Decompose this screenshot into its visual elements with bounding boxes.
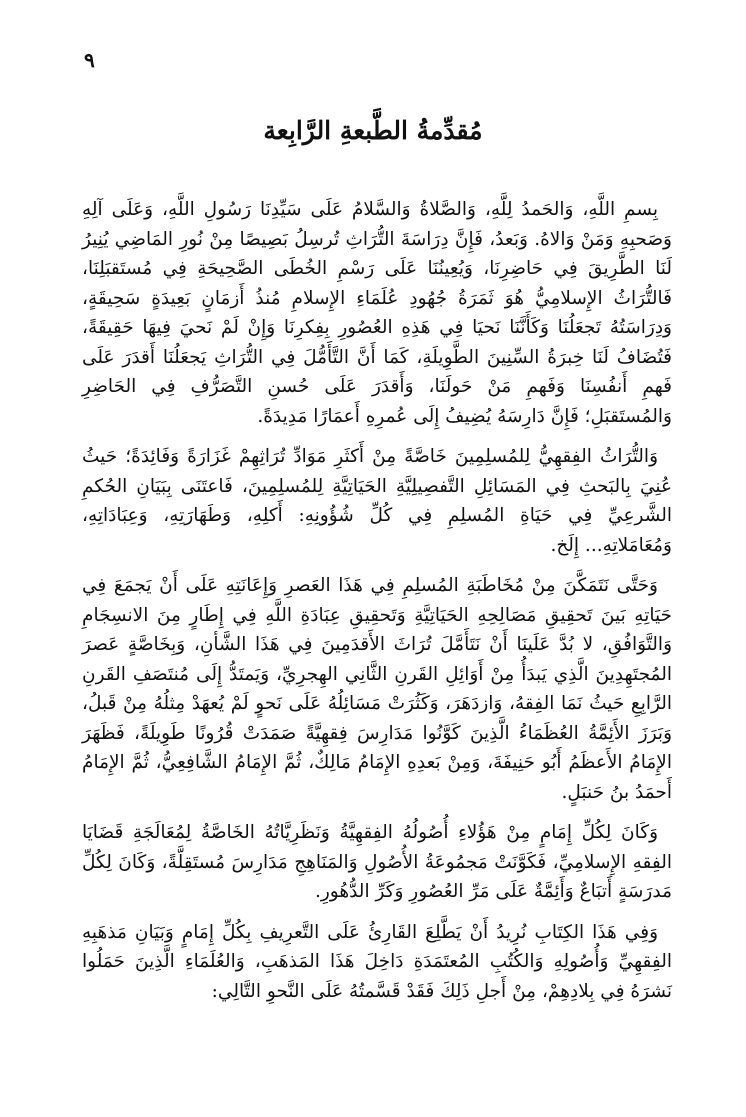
body-text [82,195,672,1017]
page-number: ٩ [84,48,95,72]
paragraph: وَفِي هَذَا الكِتَابِ نُرِيدُ أَنْ يَطَّلِعَ القَارِئُ عَلَى التَّعرِيفِ بِكُلِّ إِمَامٍ وَبَيَانِ مَذهَبِهِ الفِقهِيِّ وَأُصُولِهِ وَالكُتُبِ المُعتَمَدَةِ دَاخِلَ هَذَا المَذهَبِ، وَالعُلَمَاءِ الَّذِينَ حَمَلُوا نَشرَهُ فِي بِلادِهِمْ، مِنْ أَجلِ ذَلِكَ فَقَدْ قَسَّمتُهُ عَلَى النَّحوِ التَّالِي: [82,921,672,1002]
paragraph: وَحَتَّى نَتَمَكَّنَ مِنْ مُخَاطَبَةِ المُسلِمِ فِي هَذَا العَصرِ وَإِعَانَتِهِ عَلَى أَنْ يَجمَعَ فِي حَيَاتِهِ بَينَ تَحقِيقِ مَصَالِحِهِ الحَيَاتِيَّةِ وَتَحقِيقِ عِبَادَةِ اللَّهِ فِي إِطَارٍ مِنَ الانسِجَامِ وَالتَّوَافُقِ، لا بُدَّ عَلَينَا أَنْ نَتَأَمَّلَ تُرَاثَ الأَقدَمِينَ فِي هَذَا الشَّأنِ، وَبِخَاصَّةٍ عَصرَ المُجتَهِدِينَ الَّذِي يَبدَأُ مِنْ أَوَائِلِ القَرنِ الثَّانِي الهِجرِيِّ، وَيَمتَدُّ إِلَى مُنتَصَفِ القَرنِ الرَّابِعِ حَيثُ نَمَا الفِقهُ، وَازدَهَرَ، وَكَثُرَتْ مَسَائِلُهُ عَلَى نَحوٍ لَمْ يُعهَدْ مِثلُهُ مِنْ قَبلُ، وَبَرَزَ الأَئِمَّةُ العُظَمَاءُ الَّذِينَ كَوَّنُوا مَدَارِسَ فِقهِيَّةً صَمَدَتْ قُرُونًا طَوِيلَةً، فَظَهَرَ الإِمَامُ الأَعظَمُ أَبُو حَنِيفَةَ، وَمِنْ بَعدِهِ الإِمَامُ مَالِكٌ، ثُمَّ الإِمَامُ الشَّافِعِيُّ، ثُمَّ الإِمَامُ أَحمَدُ بنُ حَنبَلٍ. [82,575,672,803]
paragraph: وَكَانَ لِكُلِّ إِمَامٍ مِنْ هَؤُلاءِ أُصُولُهُ الفِقهِيَّةُ وَنَظَرِيَّاتُهُ الخَاصَّةُ لِمُعَالَجَةِ قَضَايَا الفِقهِ الإِسلامِيِّ، فَكَوَّنَتْ مَجمُوعَةُ الأُصُولِ وَالمَنَاهِجِ مَدَارِسَ مُستَقِلَّةً، وَكَانَ لِكُلِّ مَدرَسَةٍ أَتبَاعٌ وَأَئِمَّةٌ عَلَى مَرِّ العُصُورِ وَكَرِّ الدُّهُورِ. [82,822,672,902]
paragraph: وَالتُّرَاثُ الفِقهِيُّ لِلمُسلِمِينَ خَاصَّةً مِنْ أَكثَرِ مَوَادِّ تُرَاثِهِمْ غَزَارَةً وَفَائِدَةً؛ حَيثُ عُنِيَ بِالبَحثِ فِي المَسَائِلِ التَّفصِيلِيَّةِ الحَيَاتِيَّةِ لِلمُسلِمِينَ، فَاعتَنَى بِبَيَانِ الحُكمِ الشَّرعِيِّ فِي حَيَاةِ المُسلِمِ فِي كُلِّ شُؤُونِهِ: أَكلِهِ، وَطَهَارَتِهِ، وَعِبَادَاتِهِ، وَمُعَامَلاتِهِ... إِلَخ. [82,446,672,556]
page-title: مُقدِّمةُ الطَّبعةِ الرَّابِعة [263,116,483,145]
paragraph: بِسمِ اللَّهِ، وَالحَمدُ لِلَّهِ، وَالصَّلاةُ وَالسَّلامُ عَلَى سَيِّدِنَا رَسُولِ اللَّهِ، وَعَلَى آلِهِ وَصَحبِهِ وَمَنْ وَالاهُ. وَبَعدُ، فَإِنَّ دِرَاسَةَ التُّرَاثِ تُرسِلُ بَصِيصًا مِنْ نُورِ المَاضِي يُنِيرُ لَنَا الطَّرِيقَ فِي حَاضِرِنَا، وَيُعِينُنَا عَلَى رَسْمِ الخُطَى الصَّحِيحَةِ فِي مُستَقبَلِنَا، فَالتُّرَاثُ الإِسلامِيُّ هُوَ ثَمَرَةُ جُهُودِ عُلَمَاءِ الإِسلامِ مُنذُ أَزمَانٍ بَعِيدَةٍ سَحِيقَةٍ، وَدِرَاسَتُهُ تَجعَلُنَا وَكَأَنَّنَا نَحيَا فِي هَذِهِ العُصُورِ بِفِكرِنَا وَإِنْ لَمْ نَحيَ فِيهَا حَقِيقَةً، فَتُضَافُ لَنَا خِبرَةُ السِّنِينَ الطَّوِيلَةِ، كَمَا أَنَّ التَّأَمُّلَ فِي التُّرَاثِ يَجعَلُنَا أَقدَرَ عَلَى فَهمِ أَنفُسِنَا وَفَهمِ مَنْ حَولَنَا، وَأَقدَرَ عَلَى حُسنِ التَّصَرُّفِ فِي الحَاضِرِ وَالمُستَقبَلِ؛ فَإِنَّ دَارِسَهُ يُضِيفُ إِلَى عُمرِهِ أَعمَارًا مَدِيدَةً. [82,199,672,427]
